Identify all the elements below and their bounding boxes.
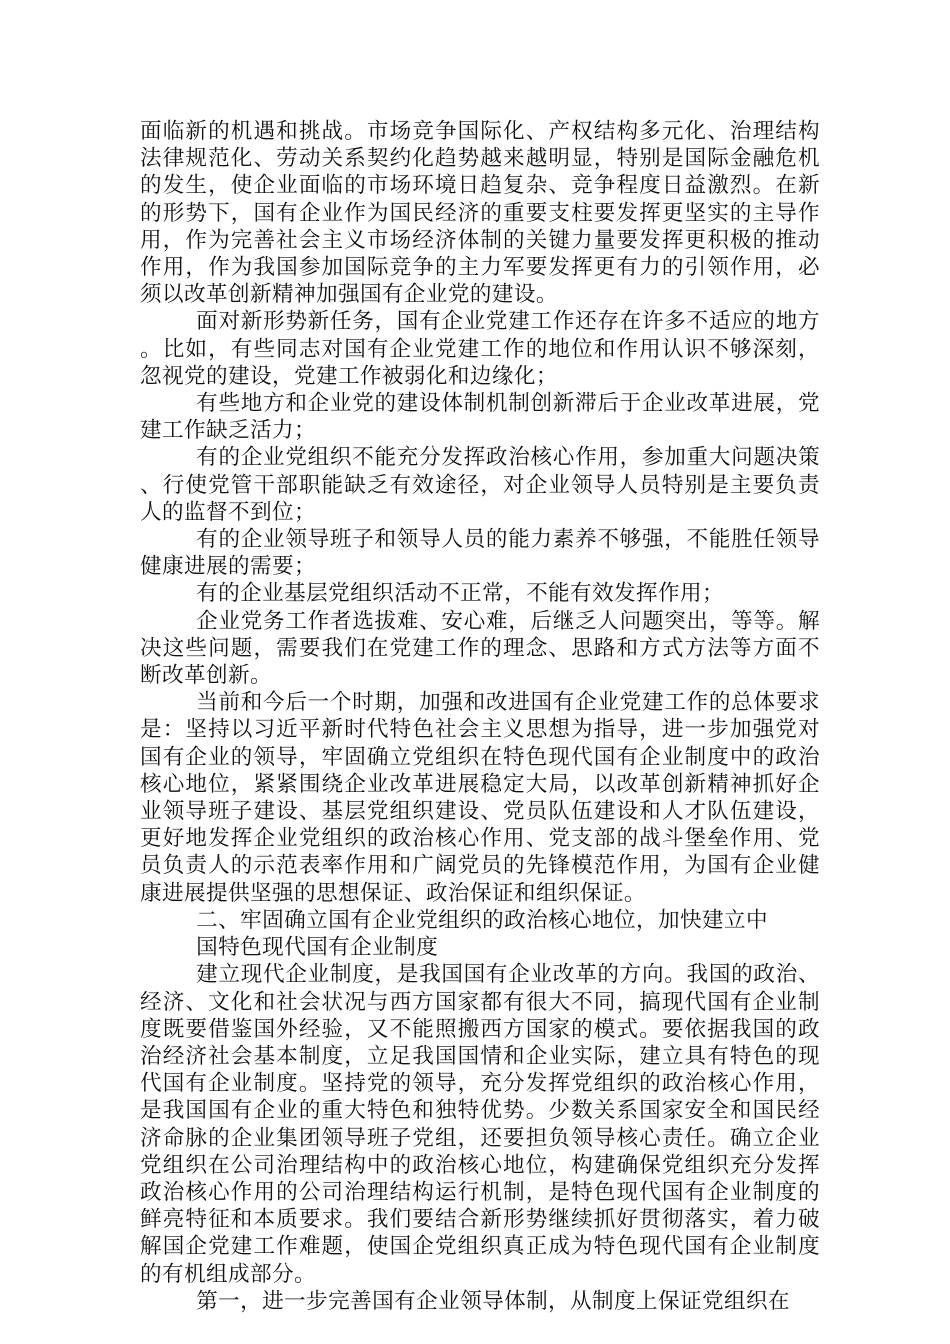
section-heading [140, 907, 820, 961]
paragraph-1: 面临新的机遇和挑战。市场竞争国际化、产权结构多元化、治理结构法律规范化、劳动关系契约化趋势越来越明显，特别是国际金融危机的发生，使企业面临的市场环境日趋复杂、竞争程度日益激烈。在新的形势下，国有企业作为国民经济的重要支柱要发挥更坚实的主导作用，作为完善社会主义市场经济体制的关键力量要发挥更积极的推动作用，作为我国参加国际竞争的主力军要发挥更有力的引领作用，必须以改革创新精神加强国有企业党的建设。 [140, 119, 820, 308]
paragraph-3: 有些地方和企业党的建设体制机制创新滞后于企业改革进展，党建工作缺乏活力； [140, 391, 820, 444]
paragraph-7: 企业党务工作者选拔难、安心难，后继乏人问题突出，等等。解决这些问题，需要我们在党建工作的理念、思路和方式方法等方面不断改革创新。 [140, 608, 820, 689]
paragraph-9: 建立现代企业制度，是我国国有企业改革的方向。我国的政治、经济、文化和社会状况与西方国家都有很大不同，搞现代国有企业制度既要借鉴国外经验，又不能照搬西方国家的模式。要依据我国的政治经济社会基本制度，立足我国国情和企业实际，建立具有特色的现代国有企业制度。坚持党的领导，充分发挥党组织的政治核心作用，是我国国有企业的重大特色和独特优势。少数关系国家安全和国民经济命脉的企业集团领导班子党组，还要担负领导核心责任。确立企业党组织在公司治理结构中的政治核心地位，构建确保党组织充分发挥政治核心作用的公司治理结构运行机制，是特色现代国有企业制度的鲜亮特征和本质要求。我们要结合新形势继续抓好贯彻落实，着力破解国企党建工作难题，使国企党组织真正成为特色现代国有企业制度的有机组成部分。 [140, 962, 820, 1287]
section-heading-line-2: 国特色现代国有企业制度 [196, 935, 439, 961]
section-heading-line-1: 二、牢固确立国有企业党组织的政治核心地位，加快建立中 [196, 907, 768, 933]
paragraph-10: 第一，进一步完善国有企业领导体制，从制度上保证党组织在 [196, 1288, 790, 1314]
paragraph-6: 有的企业基层党组织活动不正常，不能有效发挥作用； [196, 581, 725, 607]
paragraph-8: 当前和今后一个时期，加强和改进国有企业党建工作的总体要求是：坚持以习近平新时代特色社会主义思想为指导，进一步加强党对国有企业的领导，牢固确立党组织在特色现代国有企业制度中的政治核心地位，紧紧围绕企业改革进展稳定大局，以改革创新精神抓好企业领导班子建设、基层党组织建设、党员队伍建设和人才队伍建设，更好地发挥企业党组织的政治核心作用、党支部的战斗堡垒作用、党员负责人的示范表率作用和广阔党员的先锋模范作用，为国有企业健康进展提供坚强的思想保证、政治保证和组织保证。 [140, 690, 820, 906]
document-page [140, 118, 820, 1315]
paragraph-4: 有的企业党组织不能充分发挥政治核心作用，参加重大问题决策、行使党管干部职能缺乏有效途径，对企业领导人员特别是主要负责人的监督不到位； [140, 445, 820, 525]
paragraph-5: 有的企业领导班子和领导人员的能力素养不够强，不能胜任领导健康进展的需要； [140, 527, 820, 580]
paragraph-2: 面对新形势新任务，国有企业党建工作还存在许多不适应的地方。比如，有些同志对国有企业党建工作的地位和作用认识不够深刻，忽视党的建设，党建工作被弱化和边缘化； [140, 309, 820, 389]
